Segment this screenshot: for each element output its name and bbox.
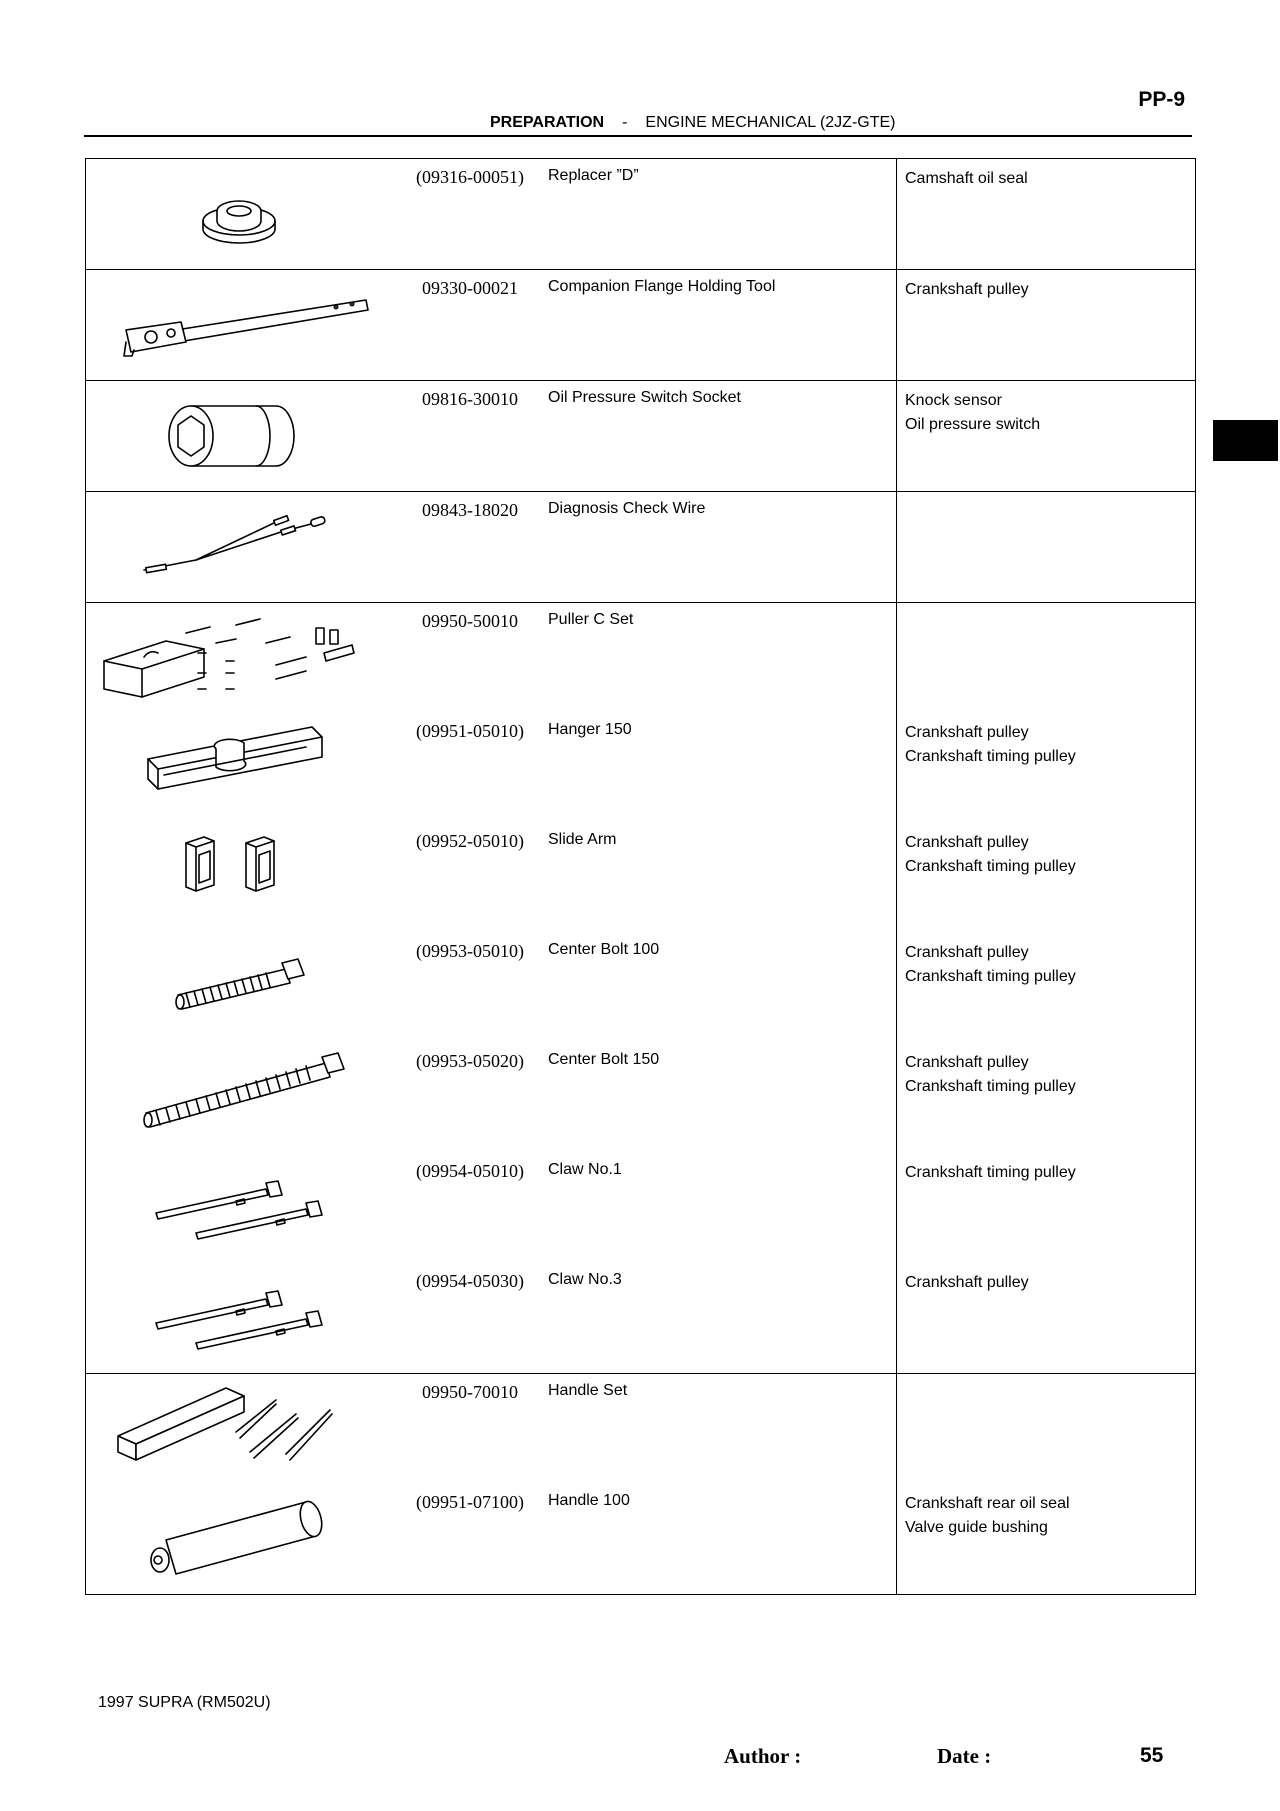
illustration-cell — [86, 270, 397, 381]
part-number: (09951-07100) — [416, 1492, 524, 1512]
tool-name: Puller C Set — [548, 611, 634, 628]
note-line: Crankshaft pulley — [905, 281, 1029, 298]
tool-notes — [897, 1043, 1195, 1153]
replacer-d-icon — [86, 159, 396, 269]
note-line: Crankshaft rear oil seal — [905, 1495, 1070, 1512]
tool-name: Diagnosis Check Wire — [548, 500, 706, 517]
header-separator: - — [622, 114, 628, 131]
tool-name: Claw No.3 — [548, 1271, 622, 1288]
note-line: Oil pressure switch — [905, 416, 1041, 433]
tool-name: Center Bolt 150 — [548, 1051, 660, 1068]
page-header — [490, 114, 896, 132]
claw-icon — [86, 1153, 396, 1263]
note-line: Camshaft oil seal — [905, 170, 1028, 187]
note-line: Knock sensor — [905, 392, 1002, 409]
part-number: (09316-00051) — [416, 167, 524, 187]
tool-name: Oil Pressure Switch Socket — [548, 389, 741, 406]
part-number: (09952-05010) — [416, 831, 524, 851]
table-row — [86, 159, 1196, 270]
part-number: (09951-05010) — [416, 721, 524, 741]
note-line: Valve guide bushing — [905, 1519, 1048, 1536]
illustration-cell — [86, 603, 397, 1374]
tool-notes — [897, 823, 1195, 933]
flange-holding-tool-icon — [86, 270, 396, 380]
part-number: 09330-00021 — [422, 278, 518, 298]
tool-notes — [897, 713, 1195, 823]
note-line: Crankshaft timing pulley — [905, 968, 1076, 985]
tool-notes — [897, 1153, 1195, 1263]
header-rule — [84, 135, 1192, 137]
claw-icon — [86, 1263, 396, 1373]
tool-notes — [897, 492, 1195, 602]
footer-model: 1997 SUPRA (RM502U) — [98, 1694, 271, 1711]
tool-notes — [897, 270, 1195, 380]
tool-name: Replacer ”D” — [548, 167, 639, 184]
part-number: 09950-70010 — [422, 1382, 518, 1402]
tool-name: Handle Set — [548, 1382, 628, 1399]
note-line: Crankshaft pulley — [905, 944, 1029, 961]
note-line: Crankshaft timing pulley — [905, 858, 1076, 875]
tool-notes — [897, 603, 1195, 713]
note-line: Crankshaft pulley — [905, 1274, 1029, 1291]
tool-name: Handle 100 — [548, 1492, 630, 1509]
illustration-cell — [86, 159, 397, 270]
table-row — [86, 1374, 1196, 1595]
note-line: Crankshaft pulley — [905, 834, 1029, 851]
part-number: (09953-05020) — [416, 1051, 524, 1071]
check-wire-icon — [86, 492, 396, 602]
note-line: Crankshaft timing pulley — [905, 748, 1076, 765]
tool-name: Center Bolt 100 — [548, 941, 660, 958]
part-number: 09816-30010 — [422, 389, 518, 409]
handle-icon — [86, 1484, 396, 1594]
slide-arm-icon — [86, 823, 396, 933]
tool-name: Slide Arm — [548, 831, 617, 848]
tool-name: Companion Flange Holding Tool — [548, 278, 776, 295]
tool-notes — [897, 1263, 1195, 1373]
socket-icon — [86, 381, 396, 491]
part-number: (09953-05010) — [416, 941, 524, 961]
table-row — [86, 492, 1196, 603]
tool-name: Hanger 150 — [548, 721, 632, 738]
table-row — [86, 603, 1196, 1374]
tool-notes — [897, 159, 1195, 269]
section-title: PREPARATION — [490, 114, 605, 131]
table-row — [86, 381, 1196, 492]
center-bolt-short-icon — [86, 933, 396, 1043]
footer-page-number: 55 — [1140, 1744, 1164, 1767]
part-number: (09954-05030) — [416, 1271, 524, 1291]
puller-set-icon — [86, 603, 396, 713]
section-tab-marker — [1213, 420, 1278, 461]
hanger-icon — [86, 713, 396, 823]
handle-set-icon — [86, 1374, 396, 1484]
tool-notes — [897, 1484, 1195, 1594]
sst-table — [85, 158, 1196, 1595]
tool-notes — [897, 1374, 1195, 1484]
footer-date-label: Date : — [937, 1744, 992, 1768]
table-row — [86, 270, 1196, 381]
subsection-title: ENGINE MECHANICAL (2JZ-GTE) — [645, 114, 896, 131]
note-line: Crankshaft pulley — [905, 724, 1029, 741]
part-number: (09954-05010) — [416, 1161, 524, 1181]
illustration-cell — [86, 381, 397, 492]
tool-notes — [897, 381, 1195, 491]
part-number: 09843-18020 — [422, 500, 518, 520]
page-code: PP-9 — [1138, 88, 1185, 111]
footer-author-label: Author : — [724, 1744, 802, 1768]
illustration-cell — [86, 1374, 397, 1595]
part-number: 09950-50010 — [422, 611, 518, 631]
note-line: Crankshaft timing pulley — [905, 1164, 1076, 1181]
tool-name: Claw No.1 — [548, 1161, 622, 1178]
center-bolt-long-icon — [86, 1043, 396, 1153]
illustration-cell — [86, 492, 397, 603]
note-line: Crankshaft pulley — [905, 1054, 1029, 1071]
tool-notes — [897, 933, 1195, 1043]
note-line: Crankshaft timing pulley — [905, 1078, 1076, 1095]
